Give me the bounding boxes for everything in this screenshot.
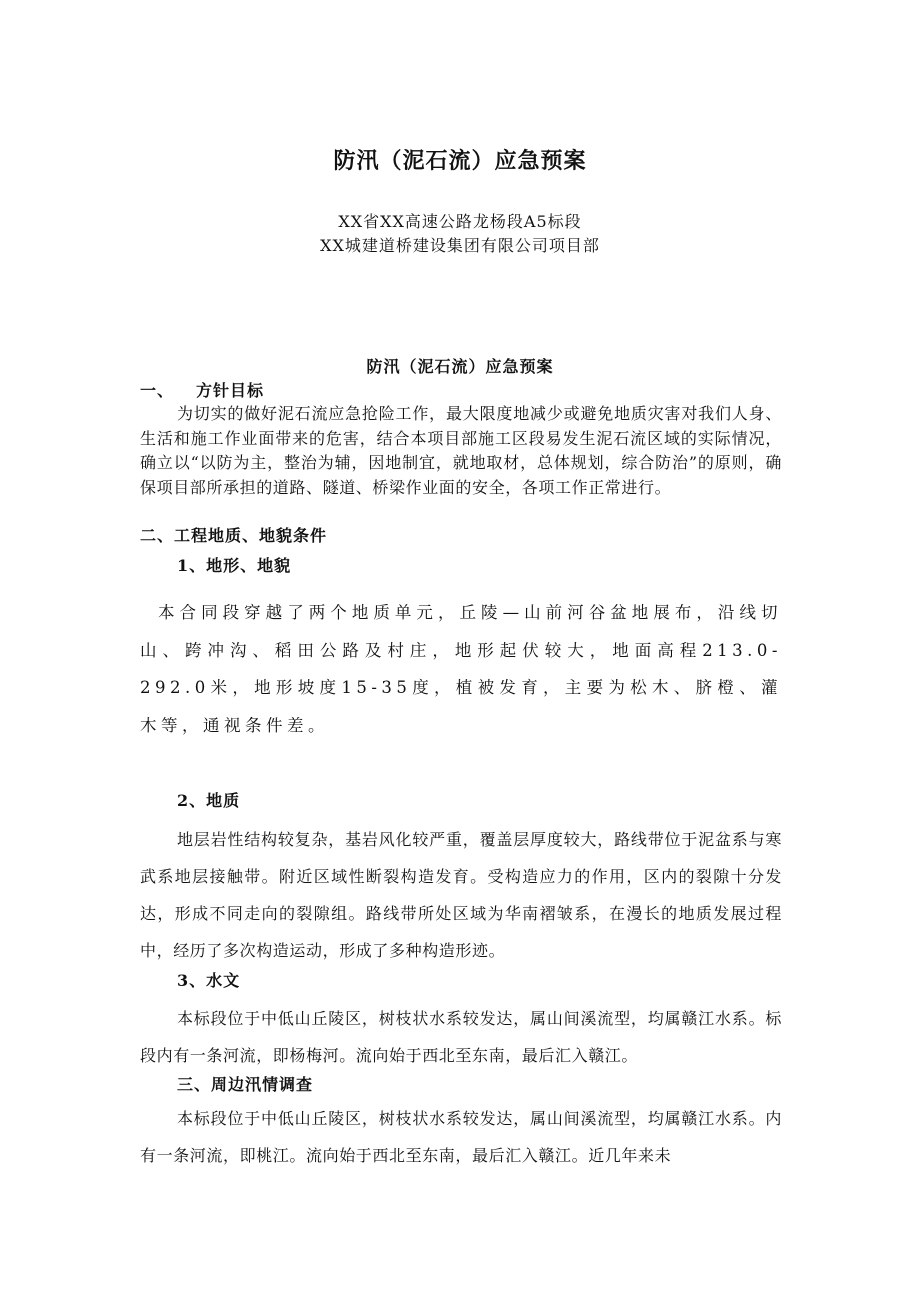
subsection-hydrology-heading: 3、水文 [177, 971, 241, 990]
subsection-geology-heading: 2、地质 [177, 791, 241, 810]
subsection-geology-body: 地层岩性结构较复杂，基岩风化较严重，覆盖层厚度较大，路线带位于泥盆系与寒武系地层接触带。附近区域性断裂构造发育。受构造应力的作用，区内的裂隙十分发达，形成不同走向的裂隙组。路线带所处区域为华南褶皱系，在漫长的地质发展过程中，经历了多次构造运动，形成了多种构造形迹。 [140, 830, 782, 960]
section-1-body: 为切实的做好泥石流应急抢险工作，最大限度地减少或避免地质灾害对我们人身、生活和施工作业面带来的危害，结合本项目部施工区段易发生泥石流区域的实际情况，确立以“以防为主，整治为辅，因地制宜，就地取材，总体规划，综合防治”的原则，确保项目部所承担的道路、隧道、桥梁作业面的安全，各项工作正常进行。 [140, 404, 782, 497]
section-1-title: 方针目标 [196, 381, 265, 400]
subsection-hydrology-body: 本标段位于中低山丘陵区，树枝状水系较发达，属山间溪流型，均属赣江水系。标段内有一条河流，即杨梅河。流向始于西北至东南，最后汇入赣江。 [140, 1009, 782, 1065]
section-3-heading: 三、周边汛情调查 [177, 1075, 314, 1094]
document-title: 防汛（泥石流）应急预案 [333, 149, 587, 174]
section-2-heading: 二、工程地质、地貌条件 [140, 526, 328, 545]
company-subtitle: XX城建道桥建设集团有限公司项目部 [320, 236, 600, 255]
subsection-terrain-body: 本合同段穿越了两个地质单元，丘陵—山前河谷盆地展布，沿线切山、跨冲沟、稻田公路及村庄，地形起伏较大，地面高程213.0-292.0米，地形坡度15-35度，植被发育，主要为松木、脐橙、灌木等，通视条件差。 [140, 603, 782, 735]
section-3-body: 本标段位于中低山丘陵区，树枝状水系较发达，属山间溪流型，均属赣江水系。内有一条河流，即桃江。流向始于西北至东南，最后汇入赣江。近几年来未 [140, 1109, 782, 1165]
section-1-heading [140, 378, 264, 401]
subsection-terrain-heading: 1、地形、地貌 [177, 556, 292, 575]
plan-section-title: 防汛（泥石流）应急预案 [366, 357, 554, 376]
section-1-number: 一、 [140, 381, 175, 400]
project-section-subtitle: XX省XX高速公路龙杨段A5标段 [338, 212, 582, 231]
